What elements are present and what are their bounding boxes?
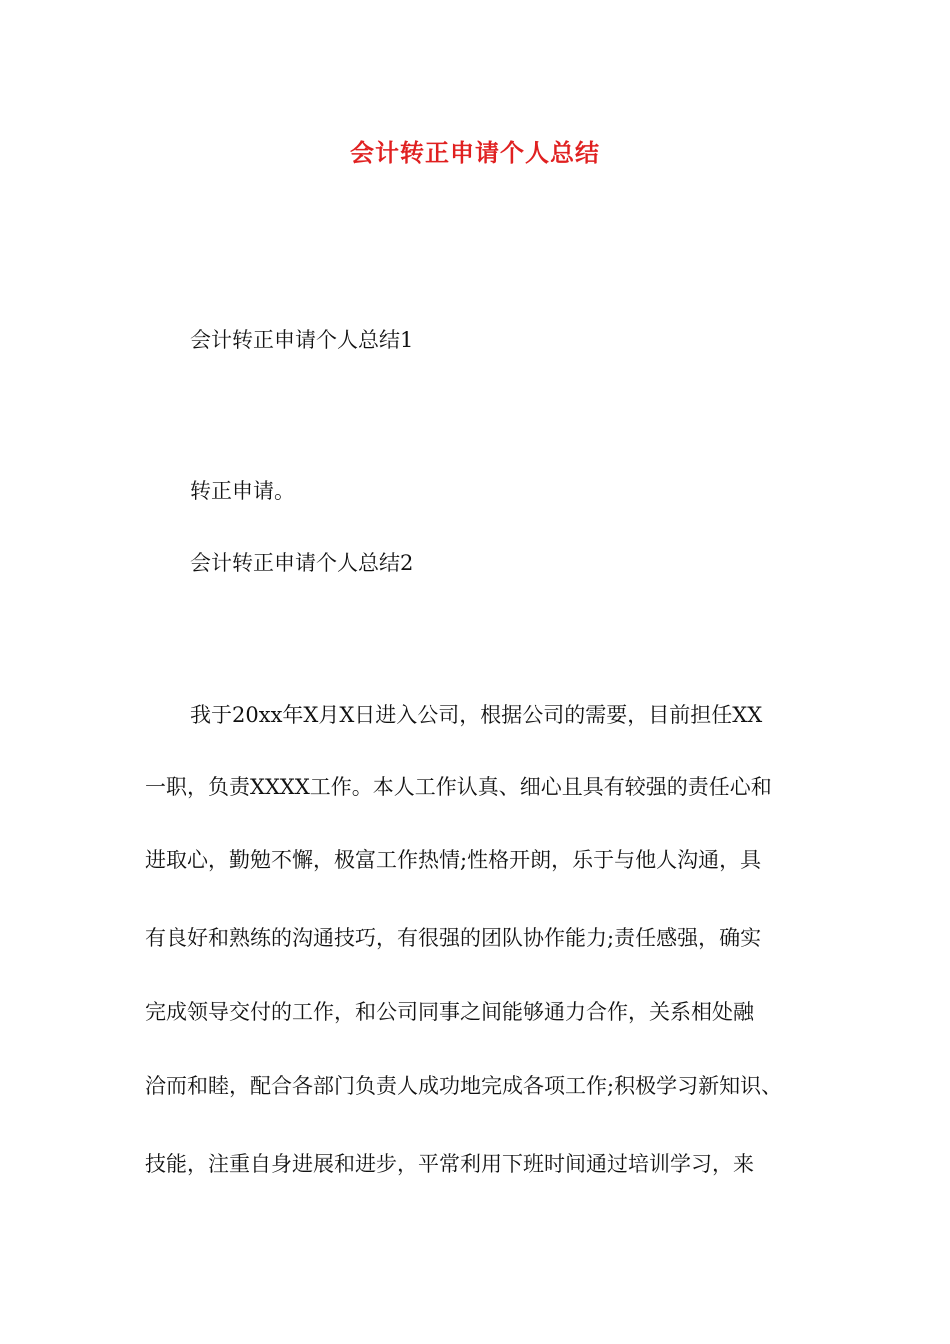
paragraph-line-5: 完成领导交付的工作，和公司同事之间能够通力合作，关系相处融 bbox=[145, 1000, 754, 1024]
paragraph-line-7: 技能，注重自身进展和进步，平常利用下班时间通过培训学习，来 bbox=[145, 1152, 754, 1176]
paragraph-line-3: 进取心，勤勉不懈，极富工作热情;性格开朗，乐于与他人沟通，具 bbox=[145, 848, 762, 872]
section-heading-1: 会计转正申请个人总结1 bbox=[190, 328, 414, 352]
paragraph-line-4: 有良好和熟练的沟通技巧，有很强的团队协作能力;责任感强，确实 bbox=[145, 926, 762, 950]
section-heading-2: 会计转正申请个人总结2 bbox=[190, 551, 414, 575]
document-title: 会计转正申请个人总结 bbox=[350, 138, 600, 167]
paragraph-line-2: 一职，负责XXXX工作。本人工作认真、细心且具有较强的责任心和 bbox=[145, 775, 772, 799]
text-line: 转正申请。 bbox=[190, 479, 295, 503]
paragraph-line-1: 我于20xx年X月X日进入公司，根据公司的需要，目前担任XX bbox=[190, 703, 763, 727]
paragraph-line-6: 洽而和睦，配合各部门负责人成功地完成各项工作;积极学习新知识、 bbox=[145, 1074, 783, 1098]
